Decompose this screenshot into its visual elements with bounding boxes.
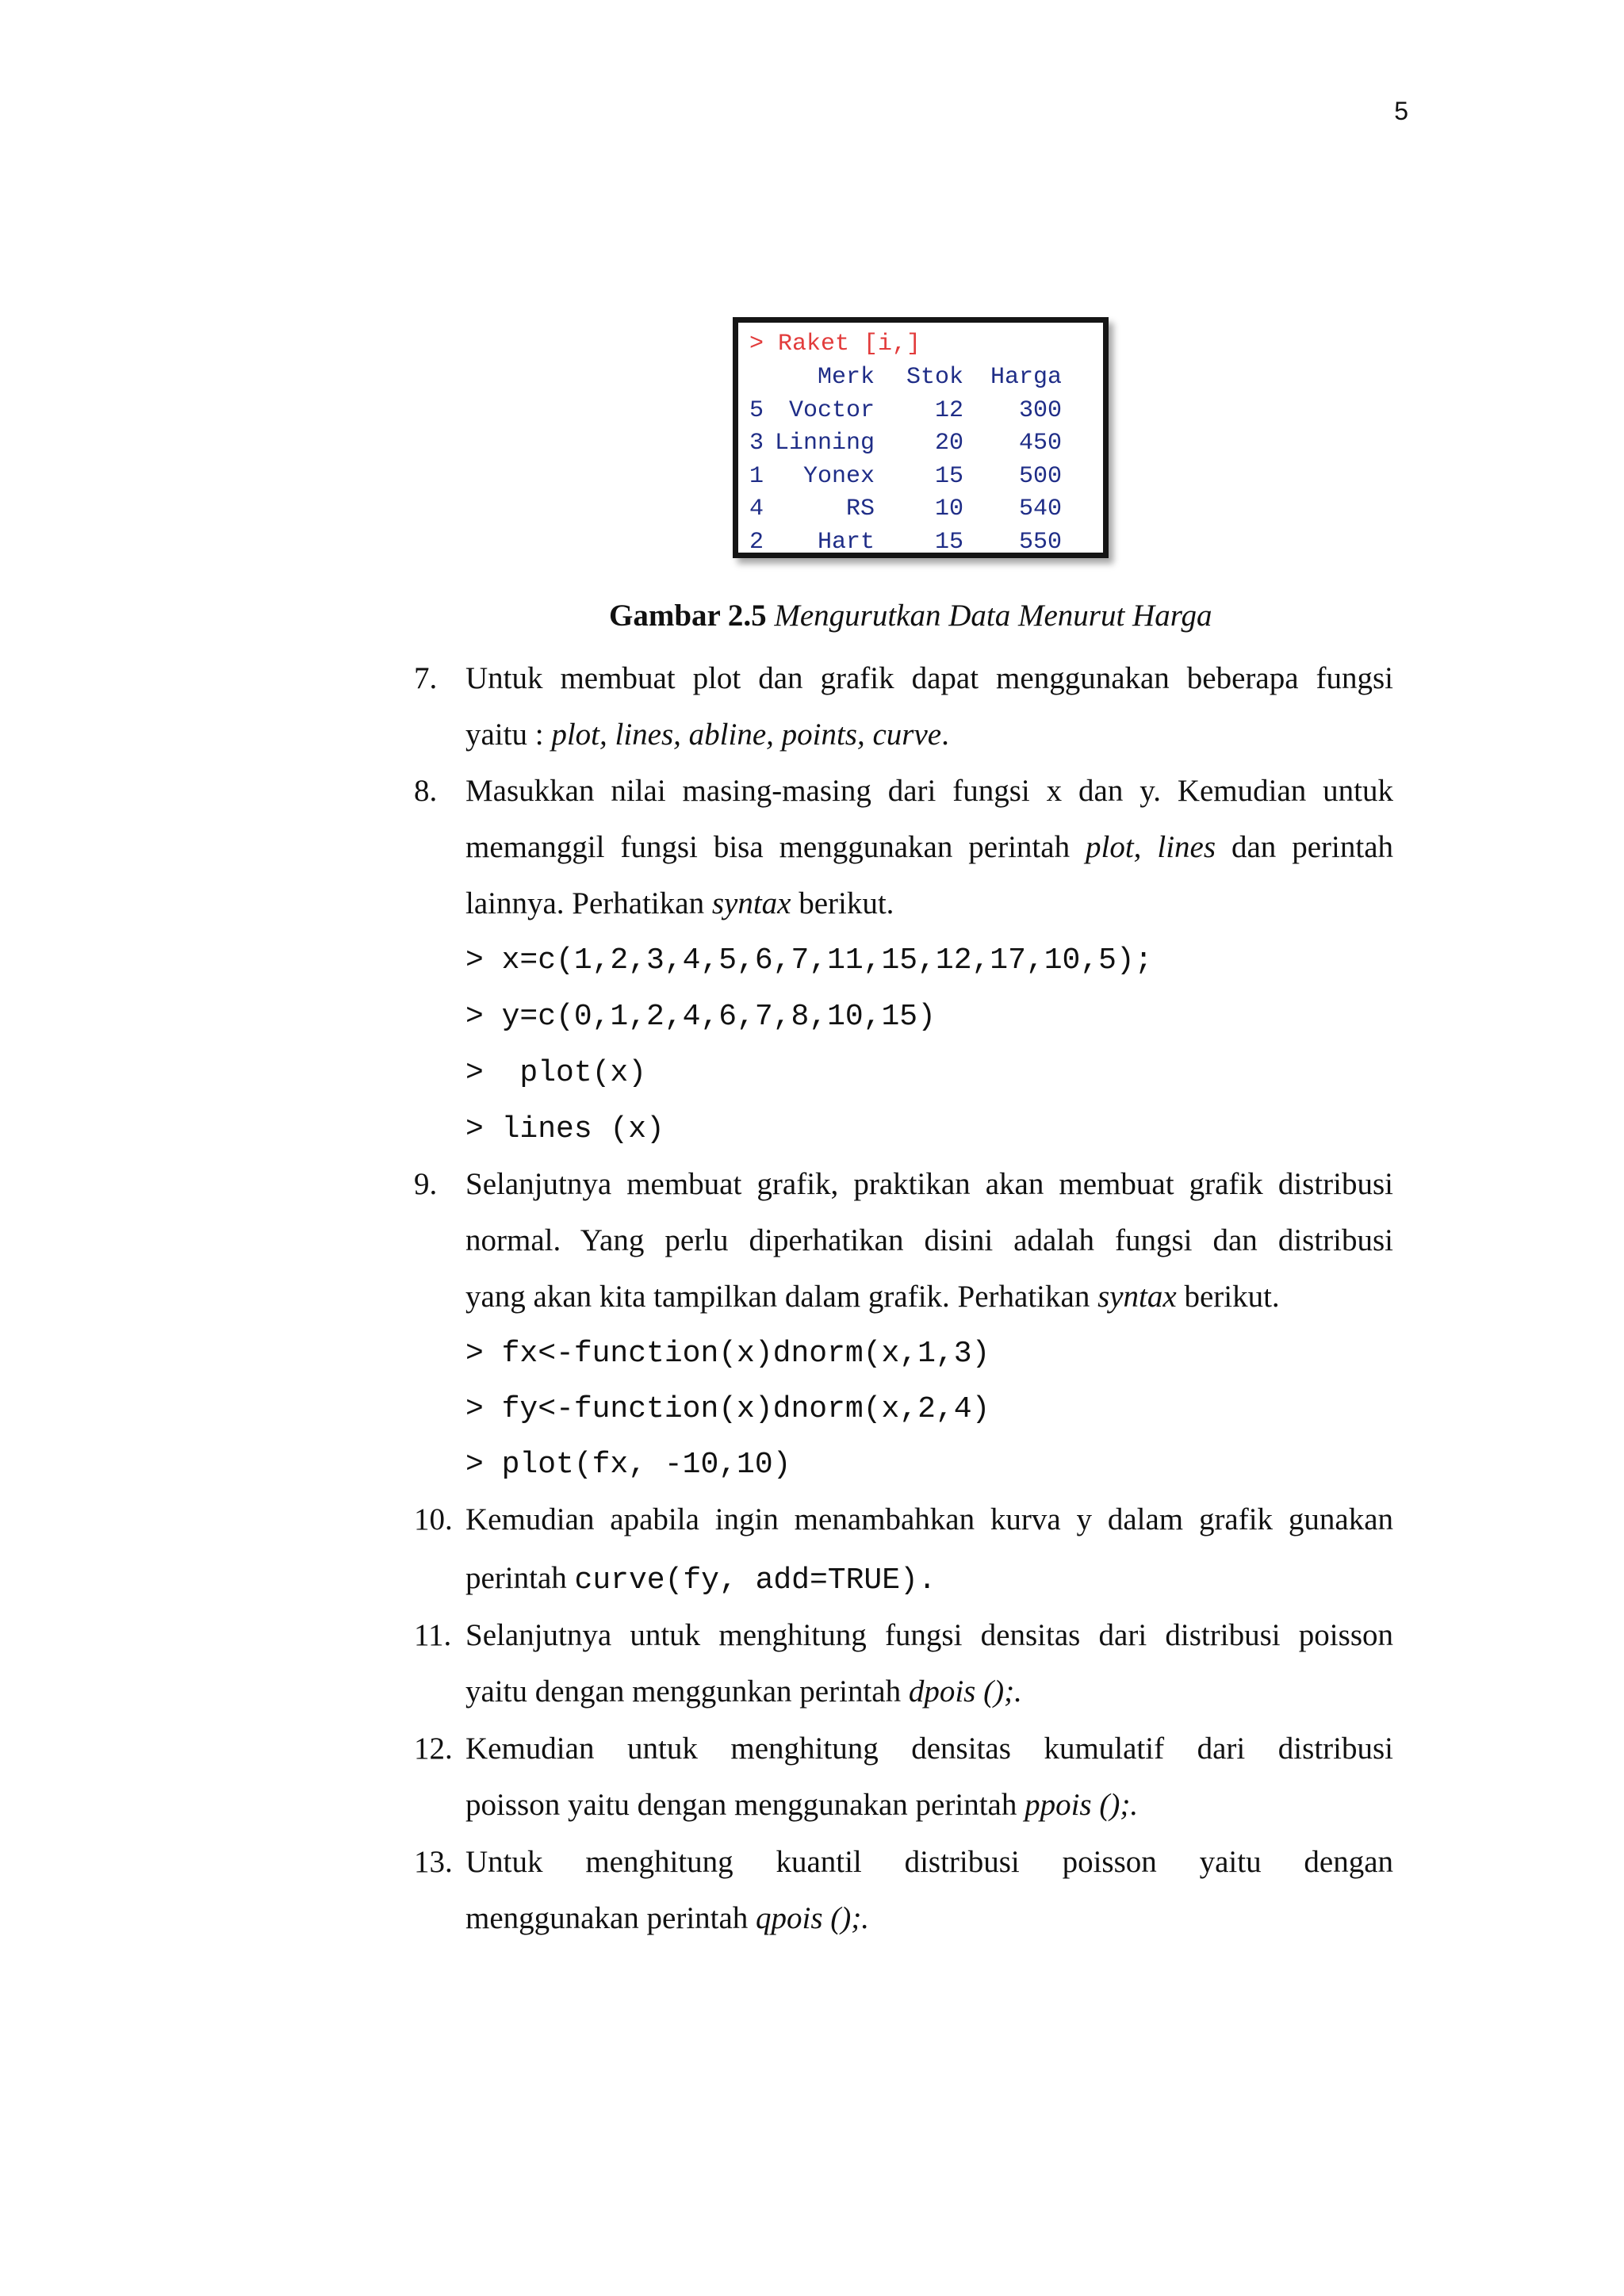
- item-8-italic-lines: lines: [1157, 830, 1216, 864]
- code-line: > fy<-function(x)dnorm(x,2,4): [465, 1392, 990, 1426]
- cell-stok: 10: [934, 496, 963, 522]
- item-11-italic: dpois ();.: [908, 1674, 1022, 1709]
- item-12-line-2: [465, 1777, 1393, 1833]
- item-7-suffix: .: [941, 718, 949, 752]
- item-10-text-a: perintah: [465, 1561, 567, 1595]
- cell-merk: RS: [845, 496, 875, 522]
- item-number: 10.: [414, 1502, 453, 1536]
- column-header-harga: Harga: [990, 364, 1062, 391]
- item-11-line-1: Selanjutnya untuk menghitung fungsi densitas dari distribusi poisson: [465, 1618, 1393, 1652]
- r-console-screenshot: [733, 317, 1109, 558]
- cell-harga: 500: [1018, 462, 1062, 490]
- item-9-line-2: normal. Yang perlu diperhatikan disini adalah fungsi dan distribusi: [465, 1223, 1393, 1257]
- figure-caption: [609, 598, 1212, 633]
- item-8-line-3: [465, 875, 1393, 932]
- item-8-line-2: [465, 819, 1393, 875]
- item-11-line-2: [465, 1663, 1393, 1720]
- row-index: 5: [749, 396, 764, 424]
- row-index: 4: [749, 496, 764, 522]
- console-command: > Raket [i,]: [749, 331, 921, 358]
- table-row: [749, 430, 1082, 463]
- item-9-italic-syntax: syntax: [1097, 1280, 1177, 1314]
- caption-text: Mengurutkan Data Menurut Harga: [774, 599, 1212, 633]
- table-row: [749, 529, 1082, 562]
- row-index: 2: [749, 528, 764, 556]
- column-header-merk: Merk: [817, 364, 875, 391]
- item-8-text-c: lainnya. Perhatikan: [465, 886, 705, 920]
- item-10-line-2: [465, 1550, 1393, 1609]
- cell-harga: 300: [1018, 396, 1062, 424]
- item-8-italic-syntax: syntax: [711, 886, 791, 920]
- row-index: 3: [749, 430, 764, 457]
- item-8-italic-plot: plot,: [1086, 830, 1142, 864]
- item-13-line-1: Untuk menghitung kuantil distribusi poisson yaitu dengan: [465, 1845, 1393, 1879]
- cell-stok: 15: [934, 528, 963, 556]
- item-7-prefix: yaitu :: [465, 718, 544, 752]
- code-line: > y=c(0,1,2,4,6,7,8,10,15): [465, 1000, 936, 1034]
- item-12-line-1: Kemudian untuk menghitung densitas kumulatif dari distribusi: [465, 1732, 1393, 1766]
- item-number: 8.: [414, 774, 438, 808]
- item-7-line-1: Untuk membuat plot dan grafik dapat menggunakan beberapa fungsi: [465, 661, 1393, 695]
- item-7-line-2: [465, 706, 1393, 763]
- item-9-text-a: yang akan kita tampilkan dalam grafik. Perhatikan: [465, 1280, 1090, 1314]
- caption-label: Gambar 2.5: [609, 599, 767, 633]
- cell-merk: Linning: [774, 430, 875, 457]
- item-number: 11.: [414, 1618, 452, 1652]
- table-row: [749, 496, 1082, 529]
- row-index: 1: [749, 462, 764, 490]
- cell-harga: 450: [1018, 430, 1062, 457]
- item-8-text-b: dan perintah: [1231, 830, 1394, 864]
- cell-merk: Voctor: [788, 396, 875, 424]
- page-number: 5: [1394, 97, 1408, 125]
- item-13-italic: qpois ();.: [756, 1901, 870, 1935]
- cell-harga: 540: [1018, 496, 1062, 522]
- item-number: 13.: [414, 1845, 453, 1879]
- item-13-text-a: menggunakan perintah: [465, 1901, 749, 1935]
- cell-merk: Hart: [817, 528, 875, 556]
- item-8-text-a: memanggil fungsi bisa menggunakan perintah: [465, 830, 1071, 864]
- console-header-row: [749, 364, 1082, 397]
- item-8-line-1: Masukkan nilai masing-masing dari fungsi x dan y. Kemudian untuk: [465, 774, 1393, 808]
- cell-stok: 20: [934, 430, 963, 457]
- item-9-line-1: Selanjutnya membuat grafik, praktikan akan membuat grafik distribusi: [465, 1167, 1393, 1201]
- item-9-line-3: [465, 1269, 1393, 1325]
- item-9-text-b: berikut.: [1184, 1280, 1280, 1314]
- cell-stok: 12: [934, 396, 963, 424]
- cell-merk: Yonex: [802, 462, 875, 490]
- cell-harga: 550: [1018, 528, 1062, 556]
- code-line: > x=c(1,2,3,4,5,6,7,11,15,12,17,10,5);: [465, 943, 1153, 978]
- table-row: [749, 397, 1082, 430]
- item-11-text-a: yaitu dengan menggunkan perintah: [465, 1674, 902, 1709]
- item-10-line-1: Kemudian apabila ingin menambahkan kurva y dalam grafik gunakan: [465, 1502, 1393, 1536]
- item-number: 7.: [414, 661, 438, 695]
- column-header-stok: Stok: [906, 364, 963, 391]
- table-row: [749, 463, 1082, 496]
- code-line: > fx<-function(x)dnorm(x,1,3): [465, 1337, 990, 1371]
- item-number: 12.: [414, 1732, 453, 1766]
- item-12-italic: ppois ();.: [1025, 1788, 1139, 1822]
- code-line: > plot(fx, -10,10): [465, 1448, 791, 1482]
- code-line: > plot(x): [465, 1056, 647, 1090]
- item-8-text-d: berikut.: [799, 886, 894, 920]
- item-13-line-2: [465, 1890, 1393, 1946]
- item-10-code: curve(fy, add=TRUE).: [574, 1563, 936, 1598]
- item-12-text-a: poisson yaitu dengan menggunakan perintah: [465, 1788, 1017, 1822]
- cell-stok: 15: [934, 462, 963, 490]
- item-7-functions: plot, lines, abline, points, curve: [551, 718, 942, 752]
- code-line: > lines (x): [465, 1112, 665, 1146]
- console-output-table: [749, 364, 1082, 561]
- item-number: 9.: [414, 1167, 438, 1201]
